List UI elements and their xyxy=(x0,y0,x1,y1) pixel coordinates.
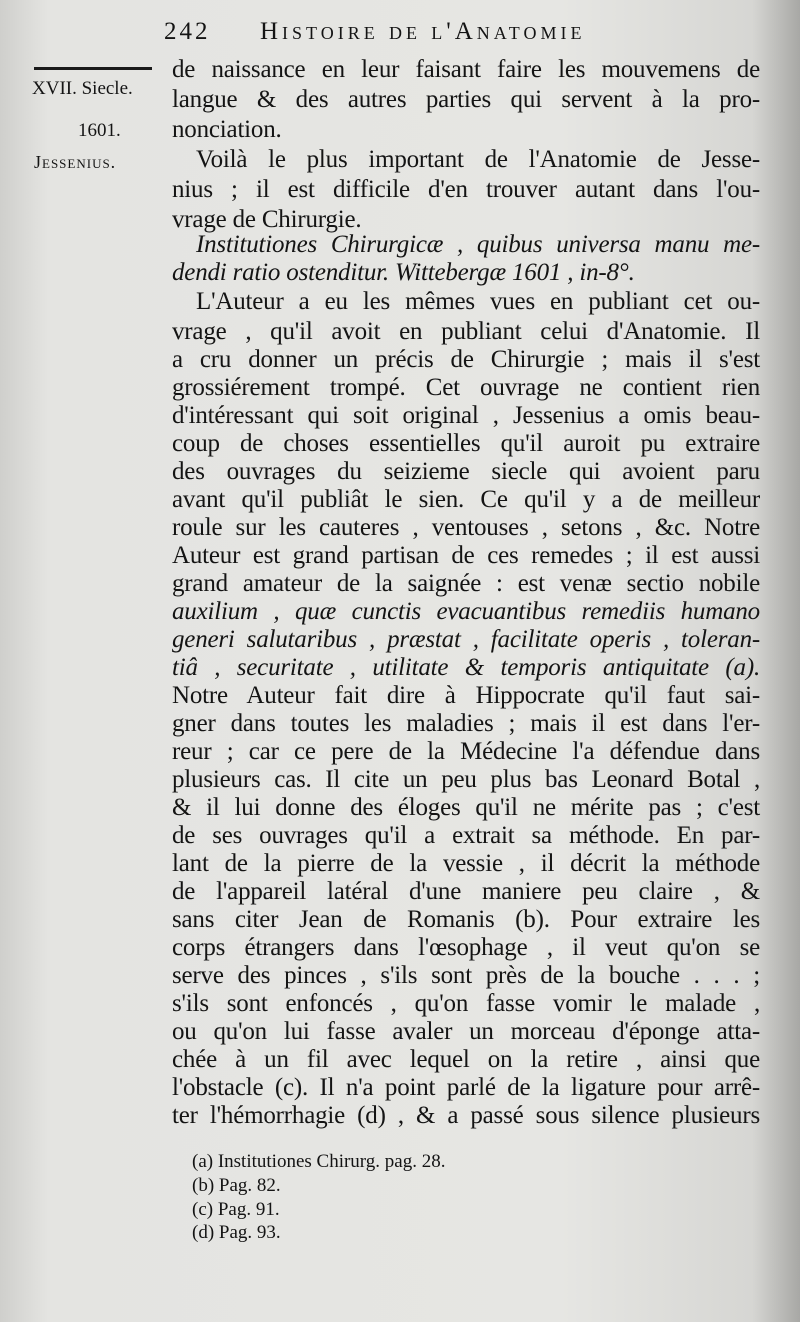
text-line: langue & des autres parties qui servent à la pro- xyxy=(172,86,760,113)
footnote: (d) Pag. 93. xyxy=(192,1222,281,1243)
text-line: nius ; il est difficile d'en trouver autant dans l'ou- xyxy=(172,176,760,203)
text-line: Voilà le plus important de l'Anatomie de Jesse- xyxy=(196,146,760,173)
margin-note-author: Jessenius. xyxy=(34,152,117,172)
text-line: L'Auteur a eu les mêmes vues en publiant cet ou- xyxy=(196,288,760,315)
text-line: plusieurs cas. Il cite un peu plus bas Leonard Botal , xyxy=(172,766,760,793)
text-line: lant de la pierre de la vessie , il décrit la méthode xyxy=(172,850,760,877)
text-line: corps étrangers dans l'œsophage , il veut qu'on se xyxy=(172,934,760,961)
text-line: Auteur est grand partisan de ces remedes ; il est aussi xyxy=(172,542,760,569)
text-line: de naissance en leur faisant faire les mouvemens de xyxy=(172,56,760,83)
text-line: ter l'hémorrhagie (d) , & a passé sous silence plusieurs xyxy=(172,1102,760,1129)
text-line: chée à un fil avec lequel on la retire , ainsi que xyxy=(172,1046,760,1073)
text-line: grossiérement trompé. Cet ouvrage ne contient rien xyxy=(172,374,760,401)
text-line: s'ils sont enfoncés , qu'on fasse vomir le malade , xyxy=(172,990,760,1017)
text-line: de ses ouvrages qu'il a extrait sa méthode. En par- xyxy=(172,822,760,849)
margin-note-year: 1601. xyxy=(78,120,121,141)
margin-note-century: XVII. Siecle. xyxy=(32,78,133,99)
text-line: grand amateur de la saignée : est venæ sectio nobile xyxy=(172,570,760,597)
book-citation-line: dendi ratio ostenditur. Wittebergæ 1601 , in-8°. xyxy=(172,259,635,286)
text-line: d'intéressant qui soit original , Jessenius a omis beau- xyxy=(172,402,760,429)
latin-quote-line: generi salutaribus , præstat , facilitate operis , toleran- xyxy=(172,626,760,653)
margin-rule xyxy=(34,67,152,70)
text-line: vrage de Chirurgie. xyxy=(172,206,362,233)
text-line: avant qu'il publiât le sien. Ce qu'il y a de meilleur xyxy=(172,486,760,513)
footnote: (b) Pag. 82. xyxy=(192,1175,281,1196)
text-line: gner dans toutes les maladies ; mais il est dans l'er- xyxy=(172,710,760,737)
latin-quote-line: tiâ , securitate , utilitate & temporis antiquitate (a). xyxy=(172,654,760,681)
text-line: roule sur les cauteres , ventouses , setons , &c. Notre xyxy=(172,514,760,541)
text-line: sans citer Jean de Romanis (b). Pour extraire les xyxy=(172,906,760,933)
text-line: a cru donner un précis de Chirurgie ; mais il s'est xyxy=(172,346,760,373)
text-line: serve des pinces , s'ils sont près de la bouche . . . ; xyxy=(172,962,760,989)
text-line: vrage , qu'il avoit en publiant celui d'Anatomie. Il xyxy=(172,318,760,345)
text-line: l'obstacle (c). Il n'a point parlé de la ligature pour arrê- xyxy=(172,1074,760,1101)
text-line: des ouvrages du seizieme siecle qui avoient paru xyxy=(172,458,760,485)
book-citation-line: Institutiones Chirurgicæ , quibus universa manu me- xyxy=(196,231,760,258)
page-header xyxy=(160,18,760,50)
page-number: 242 xyxy=(164,18,211,45)
text-line: ou qu'on lui fasse avaler un morceau d'éponge atta- xyxy=(172,1018,760,1045)
footnote: (c) Pag. 91. xyxy=(192,1199,280,1220)
text-line: de l'appareil latéral d'une maniere peu claire , & xyxy=(172,878,760,905)
text-line: nonciation. xyxy=(172,116,282,143)
text-line: Notre Auteur fait dire à Hippocrate qu'il faut sai- xyxy=(172,682,760,709)
footnote: (a) Institutiones Chirurg. pag. 28. xyxy=(192,1151,446,1172)
latin-quote-line: auxilium , quæ cunctis evacuantibus remediis humano xyxy=(172,598,760,625)
text-line: & il lui donne des éloges qu'il ne mérite pas ; c'est xyxy=(172,794,760,821)
text-line: coup de choses essentielles qu'il auroit pu extraire xyxy=(172,430,760,457)
text-line: reur ; car ce pere de la Médecine l'a défendue dans xyxy=(172,738,760,765)
running-title: Histoire de l'Anatomie xyxy=(260,18,586,45)
